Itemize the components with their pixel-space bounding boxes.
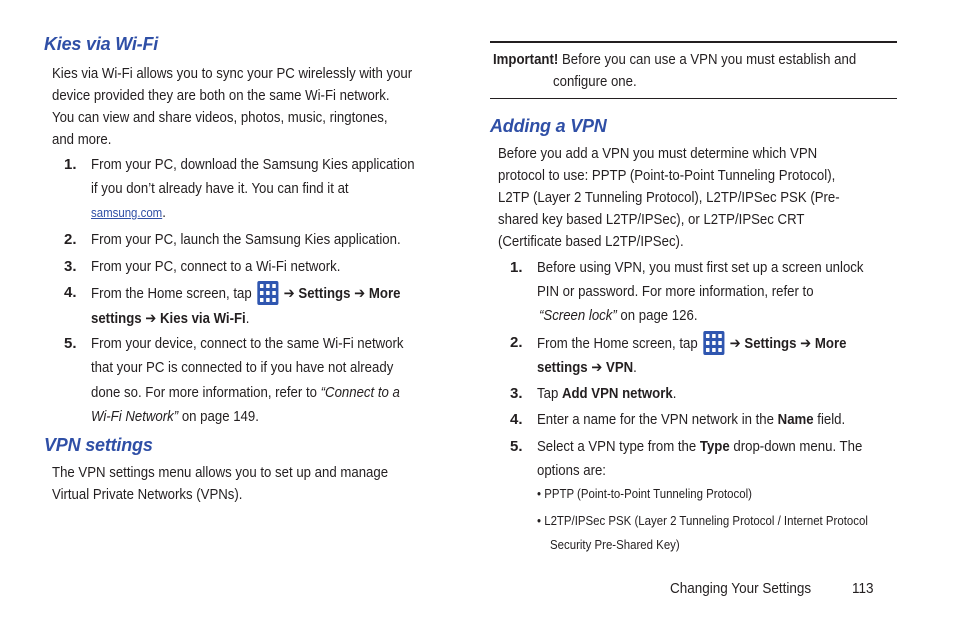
samsung-link[interactable]: samsung.com — [91, 205, 163, 220]
arrow-icon: ➔ — [591, 359, 603, 376]
settings-label: settings — [91, 310, 142, 327]
step-text-span: From the Home screen, tap — [91, 285, 252, 302]
step-text-span: drop-down menu. The — [729, 438, 863, 455]
step-text: that your PC is connected to if you have not already — [91, 359, 394, 376]
step-text-span: From the Home screen, tap — [537, 335, 698, 352]
kies-intro — [52, 63, 412, 151]
important-note: configure one. — [553, 73, 637, 90]
important-text: Before you can use a VPN you must establish and — [558, 51, 857, 68]
bullet-text: L2TP/IPSec PSK (Layer 2 Tunneling Protocol / Internet Protocol — [544, 513, 868, 528]
vpn-label: VPN — [606, 359, 634, 376]
arrow-icon: ➔ — [145, 310, 157, 327]
adding-intro-line: shared key based L2TP/IPSec), or L2TP/IPSec CRT — [498, 211, 805, 228]
step-text-span: Tap — [537, 385, 562, 402]
step-text — [91, 309, 249, 327]
step-text: PIN or password. For more information, refer to — [537, 283, 814, 300]
kies-intro-line: You can view and share videos, photos, music, ringtones, — [52, 109, 388, 126]
step-text: From your PC, download the Samsung Kies application — [91, 156, 415, 173]
page-ref: on page 126. — [616, 307, 698, 324]
type-label: Type — [699, 438, 730, 455]
important-label: Important! — [493, 51, 559, 68]
important-top-rule — [490, 41, 897, 43]
kies-label: Kies via Wi-Fi — [160, 310, 246, 327]
footer-section-title: Changing Your Settings — [670, 580, 812, 597]
more-label: More — [814, 335, 847, 352]
adding-vpn-heading: Adding a VPN — [490, 116, 607, 136]
punct: . — [162, 204, 166, 221]
cross-reference[interactable]: Wi-Fi Network” — [91, 408, 179, 425]
page-number: 113 — [852, 580, 874, 597]
step-text-span: Select a VPN type from the — [537, 438, 700, 455]
arrow-icon: ➔ — [800, 335, 812, 352]
more-label: More — [368, 285, 401, 302]
step-text: Before using VPN, you must first set up a screen unlock — [537, 259, 864, 276]
name-label: Name — [777, 411, 814, 428]
step-text — [537, 438, 862, 455]
step-text-span: field. — [813, 411, 846, 428]
step-number: 5. — [64, 335, 77, 352]
apps-grid-icon — [257, 281, 278, 305]
step-number: 1. — [64, 156, 77, 173]
step-number: 2. — [64, 231, 77, 248]
bullet-icon: • — [537, 486, 542, 501]
punct: . — [672, 385, 677, 402]
step-text — [91, 180, 349, 197]
step-text-span: if you don’t already have it. You can find it at — [91, 180, 349, 197]
step-text — [539, 307, 698, 324]
step-number: 2. — [510, 334, 523, 351]
step-number: 3. — [64, 258, 77, 275]
apps-grid-icon — [703, 331, 724, 355]
arrow-icon: ➔ — [354, 285, 366, 302]
page-ref: on page 149. — [178, 408, 259, 425]
step-text: From your device, connect to the same Wi-Fi network — [91, 335, 404, 352]
important-bottom-rule — [490, 98, 897, 99]
step-text: options are: — [537, 462, 606, 479]
step-text-span: done so. For more information, refer to — [91, 384, 317, 401]
bullet-item — [537, 486, 752, 501]
arrow-icon: ➔ — [283, 285, 295, 302]
bullet-icon: • — [537, 513, 542, 528]
vpn-intro-line: The VPN settings menu allows you to set up and manage — [52, 464, 389, 481]
step-number: 3. — [510, 385, 523, 402]
vpn-settings-heading: VPN settings — [44, 435, 153, 455]
bullet-item — [537, 513, 868, 528]
step-text-span: Enter a name for the VPN network in the — [537, 411, 778, 428]
arrow-icon: ➔ — [729, 335, 741, 352]
kies-intro-line: device provided they are both on the same Wi-Fi network. — [52, 87, 390, 104]
step-number: 5. — [510, 438, 523, 455]
step-text — [537, 411, 845, 428]
step-text — [91, 281, 400, 305]
adding-intro-line: (Certificate based L2TP/IPSec). — [498, 233, 684, 250]
step-text: From your PC, connect to a Wi-Fi network. — [91, 258, 341, 275]
settings-label: Settings — [298, 285, 351, 302]
step-number: 4. — [64, 284, 77, 301]
cross-reference[interactable]: “Screen lock” — [539, 307, 617, 324]
punct: . — [245, 310, 250, 327]
adding-intro — [498, 143, 840, 253]
adding-intro-line: L2TP (Layer 2 Tunneling Protocol), L2TP/IPSec PSK (Pre- — [498, 189, 840, 206]
vpn-intro — [52, 462, 388, 506]
step-text — [91, 408, 259, 425]
settings-label: settings — [537, 359, 588, 376]
step-number: 1. — [510, 259, 523, 276]
step-text — [537, 358, 637, 376]
bullet-text: PPTP (Point-to-Point Tunneling Protocol) — [544, 486, 752, 501]
cross-reference[interactable]: “Connect to a — [320, 384, 400, 401]
adding-intro-line: Before you add a VPN you must determine which VPN — [498, 145, 818, 162]
step-text — [537, 385, 676, 402]
adding-intro-line: protocol to use: PPTP (Point-to-Point Tunneling Protocol), — [498, 167, 836, 184]
add-vpn-network-label: Add VPN network — [561, 385, 673, 402]
vpn-intro-line: Virtual Private Networks (VPNs). — [52, 486, 243, 503]
important-note — [493, 51, 856, 68]
step-text — [91, 384, 400, 401]
kies-heading: Kies via Wi-Fi — [44, 34, 159, 54]
bullet-item-continued: Security Pre-Shared Key) — [550, 537, 680, 552]
kies-intro-line: Kies via Wi-Fi allows you to sync your PC wirelessly with your — [52, 65, 413, 82]
step-text — [537, 331, 846, 355]
step-text: From your PC, launch the Samsung Kies application. — [91, 231, 401, 248]
step-text — [91, 204, 166, 221]
settings-label: Settings — [744, 335, 797, 352]
step-number: 4. — [510, 411, 523, 428]
punct: . — [633, 359, 637, 376]
kies-intro-line: and more. — [52, 131, 112, 148]
